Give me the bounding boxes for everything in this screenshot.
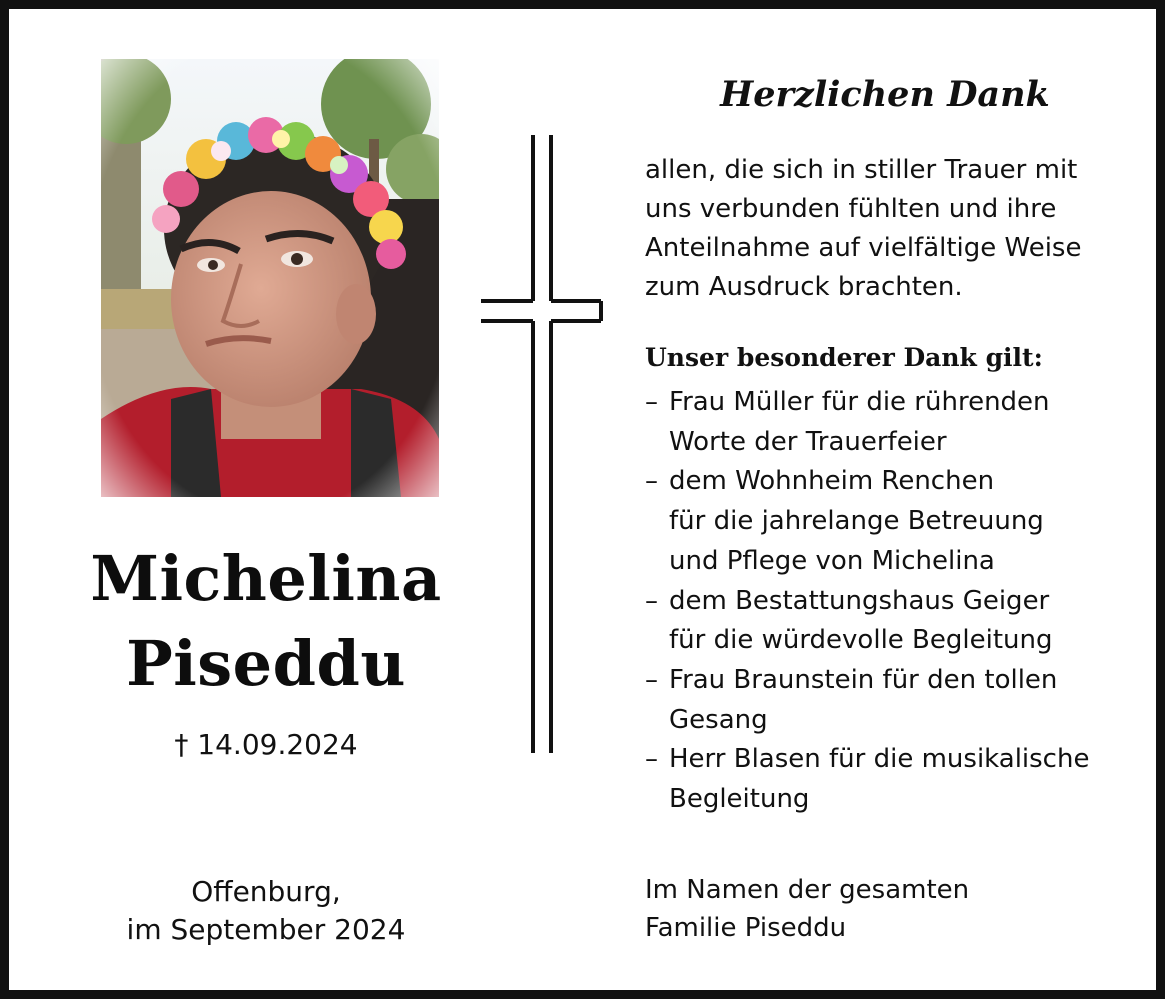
place-date — [69, 873, 463, 949]
list-dash: – — [645, 387, 658, 417]
list-item-line: für die würdevolle Begleitung — [669, 625, 1053, 656]
portrait-photo — [101, 59, 439, 497]
signature-line: Familie Piseddu — [645, 913, 847, 943]
list-item-line: Worte der Trauerfeier — [669, 426, 947, 457]
intro-line: Anteilnahme auf vielfältige Weise — [645, 233, 1082, 263]
list-item-line: Frau Braunstein für den tollen — [669, 664, 1058, 695]
cross-icon — [481, 135, 605, 755]
list-item-line: Frau Müller für die rührenden — [669, 387, 1050, 417]
list-item-line: und Pflege von Michelina — [669, 545, 995, 576]
place-line: Offenburg, — [191, 875, 341, 908]
list-dash: – — [645, 744, 658, 775]
list-item-line: Herr Blasen für die musikalische — [669, 744, 1090, 775]
list-item — [645, 661, 1145, 740]
page-title: Herzlichen Dank — [720, 74, 1050, 115]
death-date: † 14.09.2024 — [174, 728, 358, 761]
thanks-heading: Unser besonderer Dank gilt: — [645, 343, 1043, 372]
intro-text — [645, 151, 1145, 307]
list-item — [645, 383, 1145, 462]
list-dash: – — [645, 585, 658, 616]
signature-block — [645, 871, 1125, 947]
intro-line: uns verbunden fühlten und ihre — [645, 194, 1057, 224]
deceased-last-name: Piseddu — [126, 627, 406, 700]
list-item — [645, 740, 1145, 819]
list-dash: – — [645, 466, 658, 497]
list-item-line: Begleitung — [669, 784, 810, 815]
list-item-line: Gesang — [669, 704, 768, 735]
list-item-line: dem Wohnheim Renchen — [669, 466, 995, 497]
intro-line: zum Ausdruck brachten. — [645, 272, 963, 302]
date-line: im September 2024 — [126, 913, 406, 946]
list-item — [645, 462, 1145, 581]
intro-line: allen, die sich in stiller Trauer mit — [645, 155, 1078, 185]
list-item — [645, 582, 1145, 661]
deceased-first-name: Michelina — [90, 542, 442, 615]
list-item-line: dem Bestattungshaus Geiger — [669, 585, 1050, 616]
thanks-list — [645, 383, 1145, 820]
list-dash: – — [645, 664, 658, 695]
list-item-line: für die jahrelange Betreuung — [669, 506, 1044, 537]
signature-line: Im Namen der gesamten — [645, 875, 970, 905]
